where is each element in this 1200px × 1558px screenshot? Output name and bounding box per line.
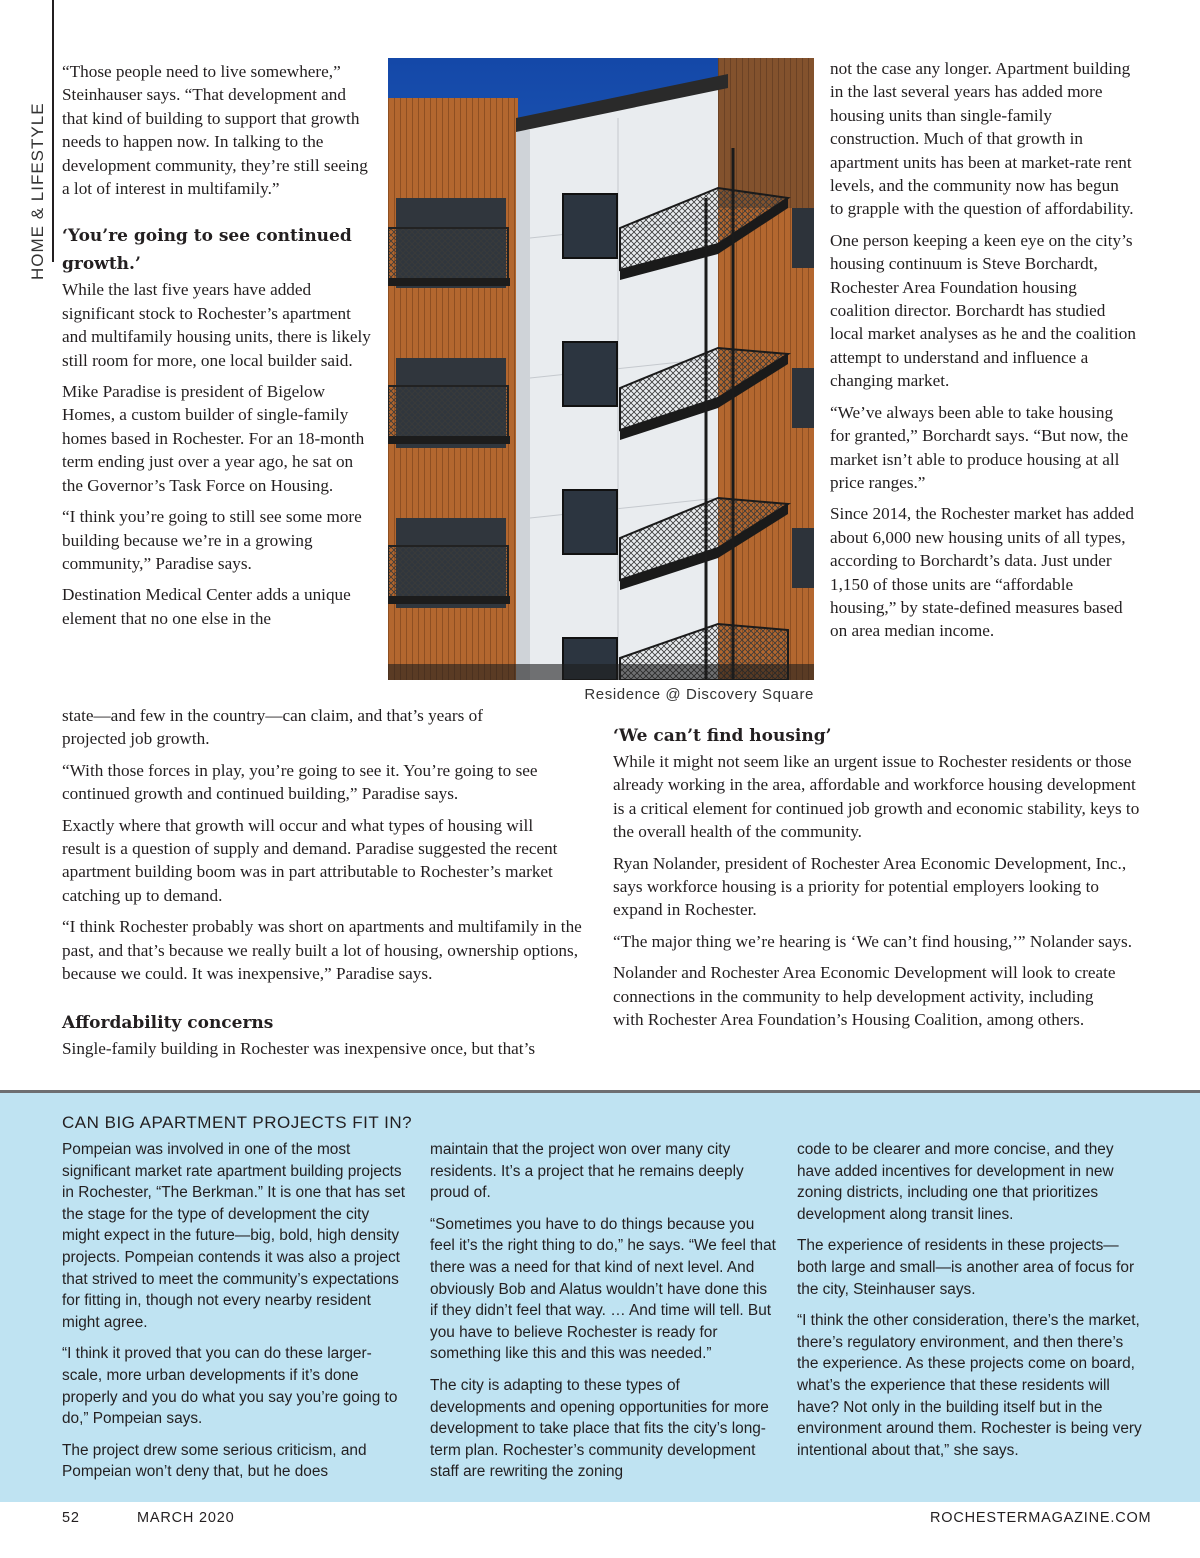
paragraph: One person keeping a keen eye on the city’s housing continuum is Steve Borchardt, Rochester Area Foundation housing coalition director. Borchardt has studied local market analyses as he and the coalition attempt to understand and influence a changing market. (830, 230, 1136, 391)
sidebar-column-2 (430, 1139, 776, 1493)
paragraph: state—and few in the country—can claim, and that’s years of projected job growth. (62, 706, 483, 749)
website-url[interactable]: ROCHESTERMAGAZINE.COM (930, 1510, 1152, 1526)
photo-caption: Residence @ Discovery Square (584, 686, 814, 703)
paragraph: “The major thing we’re hearing is ‘We can’t find housing,’” Nolander says. (613, 931, 1133, 951)
paragraph: “Sometimes you have to do things because you feel it’s the right thing to do,” he says. “We feel that there was a need for that kind of next level. And obviously Bob and Alatus wouldn’t have done this if they didn’t feel that way. … And time will tell. But you have to believe Rochester is ready for something like this and this was needed.” (430, 1215, 776, 1363)
paragraph: Exactly where that growth will occur and what types of housing will result is a question of supply and demand. Paradise suggested the recent apartment building boom was in part attributable to Rochester’s market catching up to demand. (62, 815, 558, 905)
building-photo (388, 58, 814, 680)
paragraph: Single-family building in Rochester was inexpensive once, but that’s (62, 1039, 536, 1059)
apartment-building-image (388, 58, 814, 680)
section-tag (24, 60, 52, 280)
paragraph: Mike Paradise is president of Bigelow Homes, a custom builder of single-family homes based in Rochester. For an 18-month term ending just over a year ago, he sat on the Governor’s Task Force on Housing. (62, 382, 365, 495)
paragraph: not the case any longer. Apartment building in the last several years has added more housing units than single-family construction. Much of that growth in apartment units has been at market-rate rent levels, and the community now has begun to grapple with the question of affordability. (830, 59, 1134, 219)
right-column-lower (613, 722, 1143, 1039)
right-column-upper (830, 57, 1136, 651)
paragraph: The experience of residents in these projects—both large and small—is another area of focus for the city, Steinhauser says. (797, 1237, 1135, 1298)
paragraph: Ryan Nolander, president of Rochester Area Economic Development, Inc., says workforce housing is a priority for potential employers looking to expand in Rochester. (613, 853, 1127, 920)
paragraph: “I think you’re going to still see some more building because we’re in a growing community,” Paradise says. (62, 507, 362, 573)
paragraph: maintain that the project won over many city residents. It’s a project that he remains deeply proud of. (430, 1141, 744, 1202)
issue-date: MARCH 2020 (137, 1510, 235, 1526)
paragraph: “With those forces in play, you’re going to see it. You’re going to see continued growth and continued building,” Paradise says. (62, 760, 538, 804)
paragraph: Nolander and Rochester Area Economic Development will look to create connections in the community to help development activity, including with Rochester Area Foundation’s Housing Coalition, among others. (613, 963, 1116, 1030)
paragraph: Pompeian was involved in one of the most significant market rate apartment building projects in Rochester, “The Berkman.” It is one that has set the stage for the type of development the city might expect in the future—big, bold, high density projects. Pompeian contends it was also a project that strived to meet the community’s expectations for fitting in, though not every nearby resident might agree. (62, 1141, 406, 1331)
paragraph: “We’ve always been able to take housing for granted,” Borchardt says. “But now, the market isn’t able to produce housing at all price ranges.” (830, 402, 1129, 492)
paragraph: “I think Rochester probably was short on apartments and multifamily in the past, and that’s because we really built a lot of housing, ownership options, because we could. It was inexpensive,” Paradise says. (62, 917, 582, 984)
subheading: ‘We can’t find housing’ (613, 726, 832, 746)
left-column-lower (62, 704, 590, 1069)
paragraph: While the last five years have added significant stock to Rochester’s apartment and multifamily housing units, there is likely still room for more, one local builder said. (62, 280, 371, 370)
paragraph: code to be clearer and more concise, and they have added incentives for development in new zoning districts, including one that prioritizes development along transit lines. (797, 1141, 1114, 1223)
paragraph: Since 2014, the Rochester market has added about 6,000 new housing units of all types, according to Borchardt’s data. Just under 1,150 of those units are “affordable housing,” by state-defined measures based on area median income. (830, 504, 1135, 641)
paragraph: The project drew some serious criticism, and Pompeian won’t deny that, but he does (62, 1441, 367, 1481)
left-column-upper (62, 60, 372, 630)
page-number: 52 (62, 1510, 80, 1526)
paragraph: The city is adapting to these types of developments and opening opportunities for more development to take place that fits the city’s long-term plan. Rochester’s community development staff are rewriting the zoning (430, 1376, 769, 1481)
sidebar-column-3 (797, 1139, 1145, 1471)
paragraph: While it might not seem like an urgent issue to Rochester residents or those already working in the area, affordable and workforce housing development is a critical element for continued job growth and economic stability, keys to the overall health of the community. (613, 752, 1140, 842)
paragraph: “Those people need to live somewhere,” Steinhauser says. “That development and that kind of building to support that growth needs to happen now. In talking to the development community, they’re still seeing a lot of interest in multifamily.” (62, 62, 368, 199)
subheading: Affordability concerns (62, 1013, 274, 1034)
paragraph: “I think the other consideration, there’s the market, there’s regulatory environment, and then there’s the experience. As these projects come on board, what’s the experience that these residents will have? Not only in the building itself but in the environment around them. Rochester is being very intentional about that,” she says. (797, 1312, 1142, 1459)
paragraph: “I think it proved that you can do these larger-scale, more urban developments if it’s done properly and you do what you say you’re going to do,” Pompeian says. (62, 1345, 398, 1428)
section-tag-label: HOME & LIFESTYLE (28, 102, 47, 280)
sidebar-column-1 (62, 1139, 410, 1493)
sidebar-box (0, 1090, 1200, 1502)
section-divider-line (52, 0, 54, 262)
paragraph: Destination Medical Center adds a unique element that no one else in the (62, 585, 351, 628)
sidebar-title: CAN BIG APARTMENT PROJECTS FIT IN? (62, 1113, 413, 1132)
subheading: ‘You’re going to see continued growth.’ (62, 226, 352, 275)
